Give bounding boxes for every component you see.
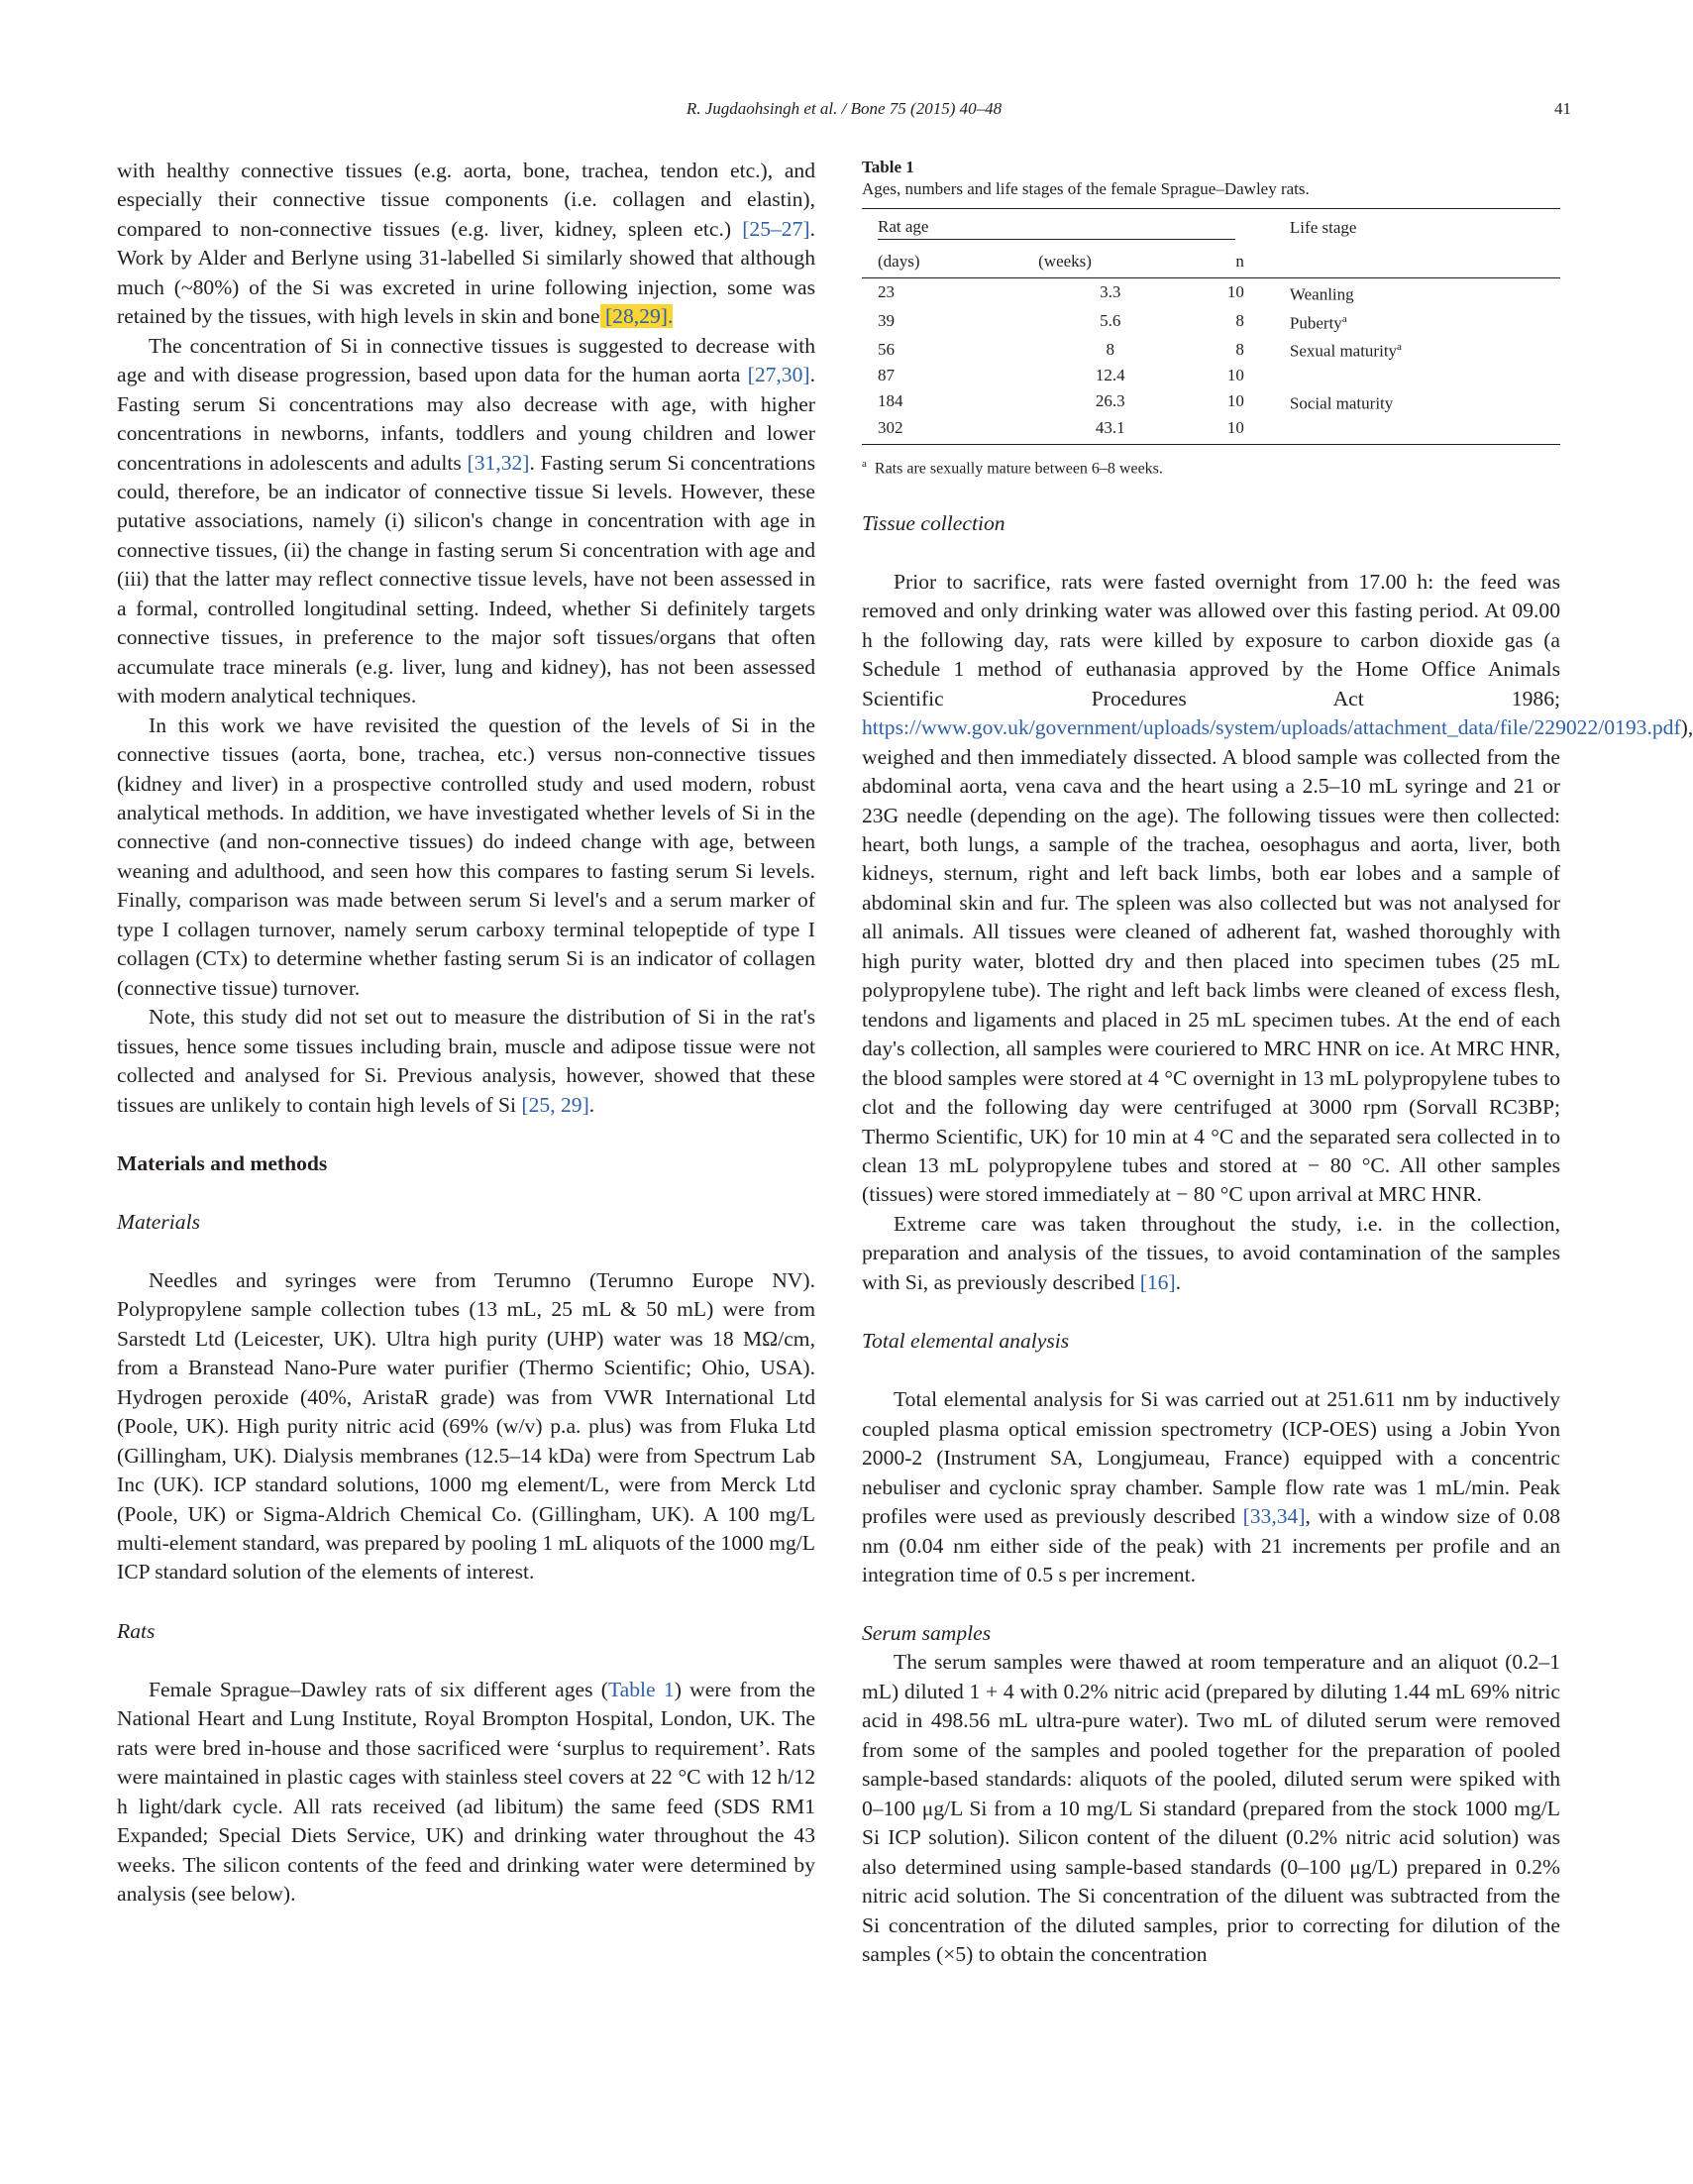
column-header: (weeks): [1022, 244, 1190, 278]
citation-link[interactable]: [27,30]: [747, 363, 810, 387]
cell-days: 87: [878, 365, 895, 384]
cell-weeks: 8: [1106, 339, 1114, 359]
cell-weeks: 3.3: [1100, 282, 1121, 302]
highlighted-citation-link[interactable]: [28,29].: [599, 304, 674, 329]
citation-link[interactable]: [16]: [1139, 1269, 1176, 1294]
subsection-heading-serum: Serum samples: [862, 1621, 992, 1646]
table-label: Table 1: [862, 158, 914, 176]
cell-days: 302: [862, 416, 1022, 445]
subsection-heading-rats: Rats: [117, 1618, 156, 1643]
right-column: [862, 157, 1693, 1969]
paragraph: Female Sprague–Dawley rats of six different ages (Table 1) were from the National Heart and Lung Institute, Royal Brompton Hospital, London, UK. The rats were bred in-house and those sacrificed were ‘surplus to requirement’. Rats were maintained in plastic cages with stainless steel covers at 22 °C with 12 h/12 h light/dark cycle. All rats received (ad libitum) the same feed (SDS RM1 Expanded; Special Diets Service, UK) and drinking water throughout the 43 weeks. The silicon contents of the feed and drinking water were determined by analysis (see below).: [117, 1677, 815, 1907]
left-column: [117, 157, 815, 1910]
paragraph: Prior to sacrifice, rats were fasted overnight from 17.00 h: the feed was removed and only drinking water was allowed over this fasting period. At 09.00 h the following day, rats were killed by exposure to carbon dioxide gas (a Schedule 1 method of euthanasia approved by the Home Office Animals Scientific Procedures Act 1986; https://www.gov.uk/government/uploads/system/uploads/attachment_data/file/229022/0193.pdf), weighed and then immediately dissected. A blood sample was collected from the abdominal aorta, vena cava and the heart using a 2.5–10 mL syringe and 21 or 23G needle (depending on the age). The following tissues were then collected: heart, both lungs, a sample of the trachea, oesophagus and aorta, liver, both kidneys, sternum, right and left back limbs, both ear lobes and a sample of abdominal skin and fur. The spleen was also collected but was not analysed for all animals. All tissues were cleaned of adherent fat, washed thoroughly with high purity water, blotted dry and then placed into specimen tubes (25 mL polypropylene tube). The right and left back limbs were cleaned of excess flesh, tendons and ligaments and placed in 25 mL specimen tubes. At the end of each day's collection, all samples were couriered to MRC HNR on ice. At MRC HNR, the blood samples were stored at 4 °C overnight in 13 mL polypropylene tubes to clot and the following day were centrifuged at 3000 rpm (Sorvall RC3BP; Thermo Scientific, UK) for 10 min at 4 °C and the separated sera collected in to clean 13 mL polypropylene tubes and stored at − 80 °C. All other samples (tissues) were stored immediately at − 80 °C upon arrival at MRC HNR.: [862, 569, 1693, 1207]
section-heading-methods: Materials and methods: [117, 1150, 328, 1175]
data-table: [862, 208, 1560, 445]
cell-n: 8: [1235, 310, 1244, 330]
table-1: [862, 157, 1560, 480]
cell-life-stage: [1274, 364, 1560, 387]
running-title: R. Jugdaohsingh et al. / Bone 75 (2015) 40–48: [686, 99, 1003, 118]
cell-weeks: 26.3: [1095, 391, 1125, 411]
cell-days: 184: [878, 391, 903, 411]
cell-n: 8: [1235, 339, 1244, 359]
table-row: [862, 364, 1560, 387]
column-header: Life stage: [1274, 209, 1560, 245]
cell-n: 10: [1226, 391, 1244, 411]
paragraph: with healthy connective tissues (e.g. aorta, bone, trachea, tendon etc.), and especially their connective tissue components (i.e. collagen and elastin), compared to non-connective tissues (e.g. liver, kidney, spleen etc.) [25–27]. Work by Alder and Berlyne using 31-labelled Si similarly showed that although much (~80%) of the Si was excreted in urine following injection, some was retained by the tissues, with high levels in skin and bone [28,29].: [117, 159, 815, 329]
column-header: n: [1190, 244, 1274, 278]
table-reference-link[interactable]: Table 1: [607, 1677, 675, 1701]
running-head: [117, 99, 1571, 125]
cell-days: 23: [878, 282, 895, 302]
subsection-heading-materials: Materials: [117, 1209, 200, 1234]
paragraph: The serum samples were thawed at room temperature and an aliquot (0.2–1 mL) diluted 1 + 4 with 0.2% nitric acid (prepared by diluting 1.44 mL 69% nitric acid in 498.56 mL ultra-pure water). Two mL of diluted serum were removed from some of the samples and pooled together for the preparation of pooled sample-based standards: aliquots of the pooled, diluted serum were spiked with 0–100 μg/L Si from a 10 mg/L Si standard (prepared from the stock 1000 mg/L Si ICP solution). Silicon content of the diluent (0.2% nitric acid solution) was also determined using sample-based standards (0–100 μg/L) prepared in 0.2% nitric acid solution. The Si concentration of the diluent was subtracted from the Si concentration of the diluted samples, prior to correcting for dilution of the samples (×5) to obtain the concentration: [862, 1650, 1560, 1966]
citation-link[interactable]: [25–27]: [742, 216, 810, 241]
paragraph: In this work we have revisited the question of the levels of Si in the connective tissues (aorta, bone, trachea, etc.) versus non-connective tissues (kidney and liver) in a prospective controlled study and used modern, robust analytical methods. In addition, we have investigated whether levels of Si in the connective (and non-connective tissues) do indeed change with age, between weaning and adulthood, and seen how this compares to fasting serum Si levels. Finally, comparison was made between serum Si level's and a serum marker of type I collagen turnover, namely serum carboxy terminal telopeptide of type I collagen (CTx) to determine whether fasting serum Si is an indicator of collagen (connective tissue) turnover.: [117, 712, 815, 1000]
cell-n: 10: [1226, 365, 1244, 384]
table-footnote: $^a$ Rats are sexually mature between 6–8 weeks.: [862, 457, 1163, 477]
cell-weeks: 43.1: [1022, 416, 1190, 445]
column-group-header: Rat age: [862, 209, 1274, 245]
table-caption: Ages, numbers and life stages of the female Sprague–Dawley rats.: [862, 179, 1310, 198]
citation-link[interactable]: [31,32]: [467, 450, 530, 475]
paragraph: Needles and syringes were from Terumno (Terumno Europe NV). Polypropylene sample collection tubes (13 mL, 25 mL & 50 mL) were from Sarstedt Ltd (Leicester, UK). Ultra high purity (UHP) water was 18 MΩ/cm, from a Branstead Nano-Pure water purifier (Thermo Scientific; Ohio, USA). Hydrogen peroxide (40%, AristaR grade) was from VWR International Ltd (Poole, UK). High purity nitric acid (69% (w/v) p.a. plus) was from Fluka Ltd (Gillingham, UK). Dialysis membranes (12.5–14 kDa) were from Spectrum Lab Inc (UK). ICP standard solutions, 1000 mg element/L, were from Merck Ltd (Poole, UK) or Sigma-Aldrich Chemical Co. (Gillingham, UK). A 100 mg/L multi-element standard, was prepared by pooling 1 mL aliquots of the 1000 mg/L ICP standard solution of the elements of interest.: [117, 1267, 815, 1584]
cell-life-stage: Puberty$^a$: [1289, 312, 1347, 333]
paragraph: The concentration of Si in connective tissues is suggested to decrease with age and with disease progression, based upon data for the human aorta [27,30]. Fasting serum Si concentrations may also decrease with age, with higher concentrations in newborns, infants, toddlers and young children and lower concentrations in adolescents and adults [31,32]. Fasting serum Si concentrations could, therefore, be an indicator of connective tissue Si levels. However, these putative associations, namely (i) silicon's change in concentration with age in connective tissues, (ii) the change in fasting serum Si concentration with age and (iii) that the latter may reflect connective tissue levels, have not been assessed in a formal, controlled longitudinal setting. Indeed, whether Si definitely targets connective tissues, in preference to the major soft tissues/organs that often accumulate trace minerals (e.g. liver, lung and kidney), has not been assessed with modern analytical techniques.: [117, 333, 815, 709]
cell-life-stage: [1274, 416, 1560, 445]
cell-n: 10: [1226, 282, 1244, 302]
cell-n: 10: [1190, 416, 1274, 445]
paragraph: Note, this study did not set out to measure the distribution of Si in the rat's tissues, hence some tissues including brain, muscle and adipose tissue were not collected and analysed for Si. Previous analysis, however, showed that these tissues are unlikely to contain high levels of Si [25, 29].: [117, 1005, 815, 1117]
paragraph: Total elemental analysis for Si was carried out at 251.611 nm by inductively coupled plasma optical emission spectrometry (ICP-OES) using a Jobin Yvon 2000-2 (Instrument SA, Longjumeau, France) equipped with a concentric nebuliser and cyclonic spray chamber. Sample flow rate was 1 mL/min. Peak profiles were used as previously described [33,34], with a window size of 0.08 nm (0.04 nm either side of the peak) with 21 increments per profile and an integration time of 0.5 s per increment.: [862, 1387, 1560, 1586]
cell-weeks: 5.6: [1100, 310, 1121, 330]
citation-link[interactable]: [25, 29]: [521, 1092, 589, 1117]
table-row: [862, 335, 1560, 364]
external-link[interactable]: https://www.gov.uk/government/uploads/system/uploads/attachment_data/file/229022/0193.pdf: [862, 715, 1681, 740]
page-number: 41: [1554, 99, 1571, 118]
cell-weeks: 12.4: [1095, 365, 1125, 384]
column-header: (days): [862, 244, 1022, 278]
cell-days: 39: [878, 310, 895, 330]
cell-life-stage: Weanling: [1289, 284, 1354, 304]
cell-life-stage: Social maturity: [1289, 393, 1394, 413]
table-row: [862, 387, 1560, 416]
table-row: [862, 307, 1560, 336]
column-header: [1274, 244, 1560, 278]
citation-link[interactable]: [33,34]: [1242, 1504, 1306, 1529]
cell-life-stage: Sexual maturity$^a$: [1289, 341, 1402, 361]
table-row: [862, 278, 1560, 307]
paragraph: Extreme care was taken throughout the study, i.e. in the collection, preparation and analysis of the tissues, to avoid contamination of the samples with Si, as previously described [16].: [862, 1211, 1560, 1294]
table-row: [862, 416, 1560, 445]
subsection-heading-tissue-collection: Tissue collection: [862, 510, 1005, 535]
cell-days: 56: [878, 339, 895, 359]
subsection-heading-total-elemental: Total elemental analysis: [862, 1329, 1070, 1354]
